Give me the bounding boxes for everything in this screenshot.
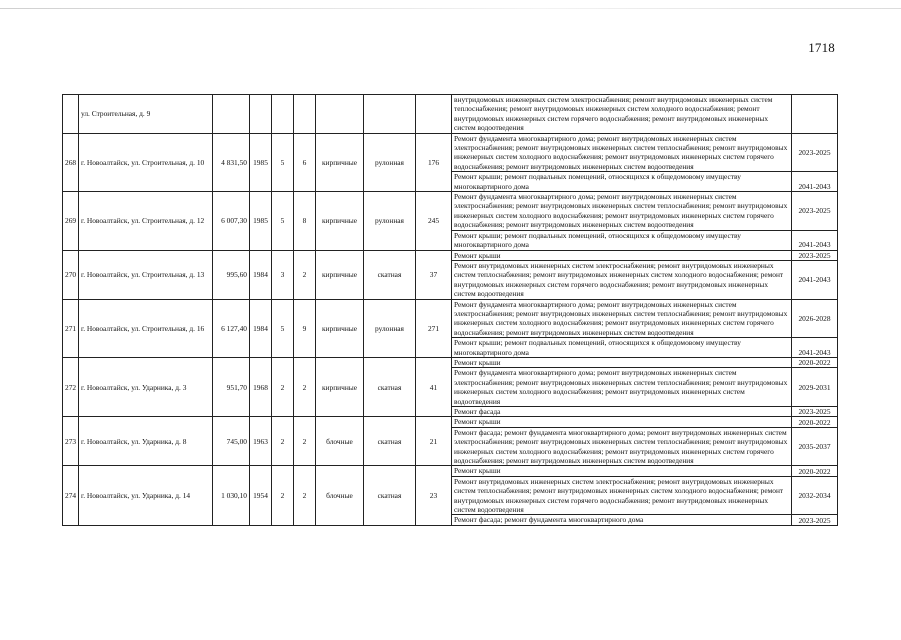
row-number: 274 bbox=[63, 466, 79, 525]
repair-period-cell: 2041-2043 bbox=[792, 260, 838, 299]
year-built-cell: 1985 bbox=[250, 192, 272, 250]
residents-cell: 21 bbox=[416, 417, 452, 466]
address-cell: г. Новоалтайск, ул. Строительная, д. 13 bbox=[79, 250, 213, 299]
residents-cell: 271 bbox=[416, 299, 452, 357]
year-built-cell: 1985 bbox=[250, 133, 272, 191]
wall-material-cell: блочные bbox=[316, 466, 364, 525]
repair-works-cell: Ремонт фундамента многоквартирного дома; ремонт внутридомовых инженерных систем электроснабжения; ремонт внутридомовых инженерных систем теплоснабжения; ремонт внутридомовых инженерных систем холодного водоснабжения; ремонт внутридомовых инженерных систем горячего водоснабжения; ремонт внутридомовых инженерных систем водоотведения bbox=[452, 299, 792, 338]
roof-type-cell: скатная bbox=[364, 250, 416, 299]
roof-type-cell: рулонная bbox=[364, 192, 416, 250]
floors-cell: 5 bbox=[272, 299, 294, 357]
floors-cell: 5 bbox=[272, 192, 294, 250]
entrances-cell: 6 bbox=[294, 133, 316, 191]
roof-type-cell: рулонная bbox=[364, 299, 416, 357]
address-cell: г. Новоалтайск, ул. Ударника, д. 14 bbox=[79, 466, 213, 525]
table-row bbox=[63, 95, 838, 134]
repair-works-cell: внутридомовых инженерных систем электроснабжения; ремонт внутридомовых инженерных систем теплоснабжения; ремонт внутридомовых инженерных систем холодного водоснабжения; ремонт внутридомовых инженерных систем горячего водоснабжения; ремонт внутридомовых инженерных систем водоотведения bbox=[452, 95, 792, 134]
wall-material-cell: кирпичные bbox=[316, 299, 364, 357]
area-cell: 951,70 bbox=[213, 357, 250, 416]
repair-period-cell: 2023-2025 bbox=[792, 515, 838, 525]
row-number: 269 bbox=[63, 192, 79, 250]
repair-period-cell: 2035-2037 bbox=[792, 427, 838, 466]
table-row bbox=[63, 192, 838, 231]
repair-period-cell: 2023-2025 bbox=[792, 250, 838, 260]
repair-works-cell: Ремонт фасада bbox=[452, 407, 792, 417]
address-cell: г. Новоалтайск, ул. Ударника, д. 8 bbox=[79, 417, 213, 466]
repair-period-cell bbox=[792, 95, 838, 134]
year-built-cell bbox=[250, 95, 272, 134]
floors-cell: 2 bbox=[272, 357, 294, 416]
repair-works-cell: Ремонт крыши bbox=[452, 357, 792, 367]
repair-period-cell: 2041-2043 bbox=[792, 338, 838, 358]
year-built-cell: 1984 bbox=[250, 250, 272, 299]
repair-period-cell: 2023-2025 bbox=[792, 192, 838, 231]
address-cell: г. Новоалтайск, ул. Строительная, д. 12 bbox=[79, 192, 213, 250]
entrances-cell: 9 bbox=[294, 299, 316, 357]
repair-period-cell: 2020-2022 bbox=[792, 466, 838, 476]
residents-cell: 245 bbox=[416, 192, 452, 250]
repair-works-cell: Ремонт крыши bbox=[452, 417, 792, 427]
floors-cell: 2 bbox=[272, 466, 294, 525]
year-built-cell: 1984 bbox=[250, 299, 272, 357]
residents-cell: 176 bbox=[416, 133, 452, 191]
residents-cell: 23 bbox=[416, 466, 452, 525]
capital-repair-table bbox=[62, 94, 838, 526]
residents-cell: 41 bbox=[416, 357, 452, 416]
roof-type-cell bbox=[364, 95, 416, 134]
entrances-cell: 8 bbox=[294, 192, 316, 250]
repair-period-cell: 2041-2043 bbox=[792, 172, 838, 192]
repair-works-cell: Ремонт фасада; ремонт фундамента многоквартирного дома bbox=[452, 515, 792, 525]
table-row bbox=[63, 299, 838, 338]
row-number: 268 bbox=[63, 133, 79, 191]
repair-works-cell: Ремонт внутридомовых инженерных систем электроснабжения; ремонт внутридомовых инженерных систем теплоснабжения; ремонт внутридомовых инженерных систем холодного водоснабжения; ремонт внутридомовых инженерных систем горячего водоснабжения; ремонт внутридомовых инженерных систем водоотведения bbox=[452, 476, 792, 515]
repair-period-cell: 2020-2022 bbox=[792, 357, 838, 367]
area-cell: 4 831,50 bbox=[213, 133, 250, 191]
wall-material-cell: кирпичные bbox=[316, 357, 364, 416]
repair-works-cell: Ремонт фундамента многоквартирного дома; ремонт внутридомовых инженерных систем электроснабжения; ремонт внутридомовых инженерных систем теплоснабжения; ремонт внутридомовых инженерных систем холодного водоснабжения; ремонт внутридомовых инженерных систем горячего водоснабжения; ремонт внутридомовых инженерных систем водоотведения bbox=[452, 192, 792, 231]
area-cell bbox=[213, 95, 250, 134]
table-row bbox=[63, 466, 838, 476]
repair-period-cell: 2020-2022 bbox=[792, 417, 838, 427]
wall-material-cell bbox=[316, 95, 364, 134]
repair-works-cell: Ремонт внутридомовых инженерных систем электроснабжения; ремонт внутридомовых инженерных систем теплоснабжения; ремонт внутридомовых инженерных систем холодного водоснабжения; ремонт внутридомовых инженерных систем горячего водоснабжения; ремонт внутридомовых инженерных систем водоотведения bbox=[452, 260, 792, 299]
floors-cell: 2 bbox=[272, 417, 294, 466]
year-built-cell: 1963 bbox=[250, 417, 272, 466]
entrances-cell bbox=[294, 95, 316, 134]
area-cell: 6 127,40 bbox=[213, 299, 250, 357]
area-cell: 1 030,10 bbox=[213, 466, 250, 525]
entrances-cell: 2 bbox=[294, 250, 316, 299]
repair-works-cell: Ремонт крыши bbox=[452, 250, 792, 260]
repair-period-cell: 2041-2043 bbox=[792, 230, 838, 250]
table-row bbox=[63, 133, 838, 172]
roof-type-cell: скатная bbox=[364, 466, 416, 525]
repair-works-cell: Ремонт крыши; ремонт подвальных помещений, относящихся к общедомовому имуществу многоквартирного дома bbox=[452, 172, 792, 192]
row-number: 272 bbox=[63, 357, 79, 416]
year-built-cell: 1954 bbox=[250, 466, 272, 525]
roof-type-cell: скатная bbox=[364, 357, 416, 416]
wall-material-cell: кирпичные bbox=[316, 250, 364, 299]
table-row bbox=[63, 357, 838, 367]
residents-cell bbox=[416, 95, 452, 134]
table-body bbox=[63, 95, 838, 526]
table-row bbox=[63, 417, 838, 427]
repair-works-cell: Ремонт крыши; ремонт подвальных помещений, относящихся к общедомовому имуществу многоквартирного дома bbox=[452, 230, 792, 250]
roof-type-cell: рулонная bbox=[364, 133, 416, 191]
address-cell: ул. Строительная, д. 9 bbox=[79, 95, 213, 134]
area-cell: 995,60 bbox=[213, 250, 250, 299]
page-number: 1718 bbox=[808, 40, 835, 55]
table-row bbox=[63, 250, 838, 260]
wall-material-cell: кирпичные bbox=[316, 133, 364, 191]
wall-material-cell: блочные bbox=[316, 417, 364, 466]
repair-works-cell: Ремонт крыши; ремонт подвальных помещений, относящихся к общедомовому имуществу многоквартирного дома bbox=[452, 338, 792, 358]
repair-period-cell: 2029-2031 bbox=[792, 368, 838, 407]
address-cell: г. Новоалтайск, ул. Строительная, д. 10 bbox=[79, 133, 213, 191]
row-number bbox=[63, 95, 79, 134]
repair-period-cell: 2023-2025 bbox=[792, 133, 838, 172]
scan-edge-line bbox=[0, 8, 901, 9]
floors-cell: 3 bbox=[272, 250, 294, 299]
repair-works-cell: Ремонт фундамента многоквартирного дома; ремонт внутридомовых инженерных систем электроснабжения; ремонт внутридомовых инженерных систем теплоснабжения; ремонт внутридомовых инженерных систем холодного водоснабжения; ремонт внутридомовых инженерных систем водоотведения bbox=[452, 368, 792, 407]
year-built-cell: 1968 bbox=[250, 357, 272, 416]
repair-works-cell: Ремонт крыши bbox=[452, 466, 792, 476]
residents-cell: 37 bbox=[416, 250, 452, 299]
area-cell: 6 007,30 bbox=[213, 192, 250, 250]
address-cell: г. Новоалтайск, ул. Строительная, д. 16 bbox=[79, 299, 213, 357]
wall-material-cell: кирпичные bbox=[316, 192, 364, 250]
row-number: 270 bbox=[63, 250, 79, 299]
entrances-cell: 2 bbox=[294, 466, 316, 525]
row-number: 273 bbox=[63, 417, 79, 466]
repair-period-cell: 2032-2034 bbox=[792, 476, 838, 515]
repair-period-cell: 2026-2028 bbox=[792, 299, 838, 338]
entrances-cell: 2 bbox=[294, 417, 316, 466]
entrances-cell: 2 bbox=[294, 357, 316, 416]
floors-cell bbox=[272, 95, 294, 134]
floors-cell: 5 bbox=[272, 133, 294, 191]
registry-sheet bbox=[62, 94, 837, 526]
repair-period-cell: 2023-2025 bbox=[792, 407, 838, 417]
roof-type-cell: скатная bbox=[364, 417, 416, 466]
address-cell: г. Новоалтайск, ул. Ударника, д. 3 bbox=[79, 357, 213, 416]
repair-works-cell: Ремонт фундамента многоквартирного дома; ремонт внутридомовых инженерных систем электроснабжения; ремонт внутридомовых инженерных систем теплоснабжения; ремонт внутридомовых инженерных систем холодного водоснабжения; ремонт внутридомовых инженерных систем горячего водоснабжения; ремонт внутридомовых инженерных систем водоотведения bbox=[452, 133, 792, 172]
row-number: 271 bbox=[63, 299, 79, 357]
area-cell: 745,00 bbox=[213, 417, 250, 466]
repair-works-cell: Ремонт фасада; ремонт фундамента многоквартирного дома; ремонт внутридомовых инженерных систем электроснабжения; ремонт внутридомовых инженерных систем теплоснабжения; ремонт внутридомовых инженерных систем холодного водоснабжения; ремонт внутридомовых инженерных систем горячего водоснабжения; ремонт внутридомовых инженерных систем водоотведения bbox=[452, 427, 792, 466]
